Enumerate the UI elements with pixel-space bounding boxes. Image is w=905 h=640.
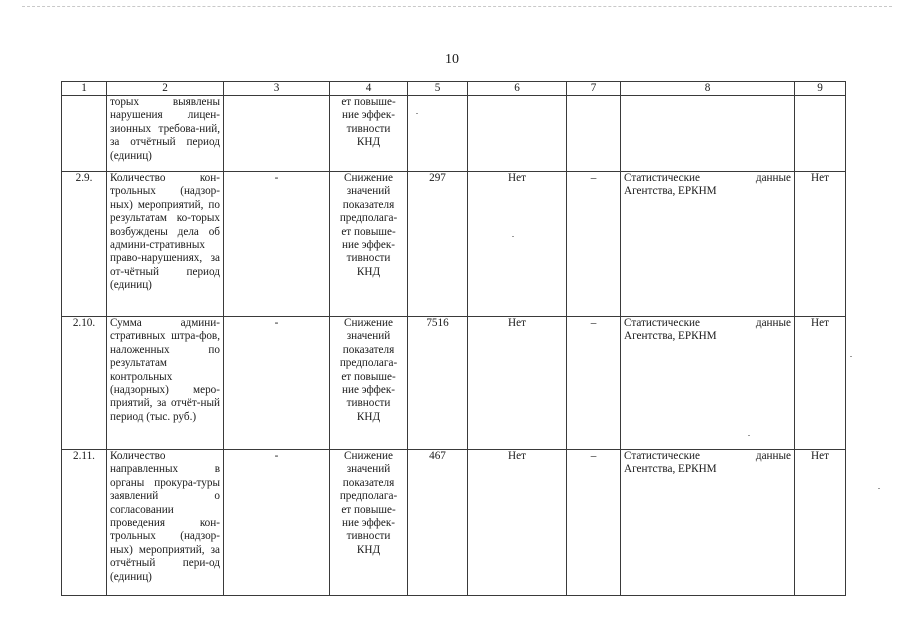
cell-indicator-name: Количество направленных в органы прокура-туры заявлений о согласовании проведения кон-трольных (надзор-ных) мероприятий, за отчётный пери-од (единиц) (107, 450, 224, 596)
cell-value: 467 (408, 450, 468, 596)
cell-criterion: ет повыше- ние эффек- тивности КНД (330, 96, 408, 172)
cell-col3: - (224, 317, 330, 450)
cell-indicator-name: торых выявлены нарушения лицен-зионных требова-ний, за отчётный период (единиц) (107, 96, 224, 172)
scan-speck (878, 488, 880, 489)
cell-source: Статистические данные Агентства, ЕРКНМ (621, 450, 795, 596)
cell-value (408, 96, 468, 172)
cell-num: 2.11. (62, 450, 107, 596)
cell-col7: – (567, 317, 621, 450)
cell-col6: Нет (468, 317, 567, 450)
table-row (62, 450, 846, 596)
table-row (62, 317, 846, 450)
scan-artifact-line (22, 6, 892, 8)
cell-col9: Нет (795, 172, 846, 317)
indicators-table (61, 81, 846, 596)
table-header-row (62, 82, 846, 96)
table-row (62, 172, 846, 317)
cell-criterion: Снижение значений показателя предполага- ет повыше- ние эффек- тивности КНД (330, 317, 408, 450)
cell-indicator-name: Сумма админи-стративных штра-фов, наложенных по результатам контрольных (надзорных) меро-приятий, за отчёт-ный период (тыс. руб.) (107, 317, 224, 450)
cell-col9: Нет (795, 450, 846, 596)
cell-col6 (468, 96, 567, 172)
column-header: 3 (224, 82, 330, 96)
cell-num (62, 96, 107, 172)
cell-col3: - (224, 172, 330, 317)
cell-value: 297 (408, 172, 468, 317)
cell-indicator-name: Количество кон-трольных (надзор-ных) мероприятий, по результатам ко-торых возбуждены дела об админи-стративных право-нарушениях, за от-чётный период (единиц) (107, 172, 224, 317)
cell-criterion: Снижение значений показателя предполага- ет повыше- ние эффек- тивности КНД (330, 450, 408, 596)
cell-col7 (567, 96, 621, 172)
cell-source: Статистические данные Агентства, ЕРКНМ (621, 172, 795, 317)
cell-col7: – (567, 172, 621, 317)
cell-col6: Нет (468, 450, 567, 596)
cell-num: 2.9. (62, 172, 107, 317)
page-number: 10 (445, 52, 459, 67)
cell-source (621, 96, 795, 172)
cell-col3 (224, 96, 330, 172)
column-header: 1 (62, 82, 107, 96)
cell-num: 2.10. (62, 317, 107, 450)
column-header: 5 (408, 82, 468, 96)
cell-col9 (795, 96, 846, 172)
cell-value: 7516 (408, 317, 468, 450)
column-header: 9 (795, 82, 846, 96)
cell-col3: - (224, 450, 330, 596)
cell-col9: Нет (795, 317, 846, 450)
scan-speck (850, 356, 852, 357)
column-header: 4 (330, 82, 408, 96)
column-header: 2 (107, 82, 224, 96)
cell-source: Статистические данные Агентства, ЕРКНМ (621, 317, 795, 450)
column-header: 6 (468, 82, 567, 96)
column-header: 8 (621, 82, 795, 96)
cell-criterion: Снижение значений показателя предполага- ет повыше- ние эффек- тивности КНД (330, 172, 408, 317)
cell-col7: – (567, 450, 621, 596)
column-header: 7 (567, 82, 621, 96)
cell-col6: Нет (468, 172, 567, 317)
table-row-continuation (62, 96, 846, 172)
